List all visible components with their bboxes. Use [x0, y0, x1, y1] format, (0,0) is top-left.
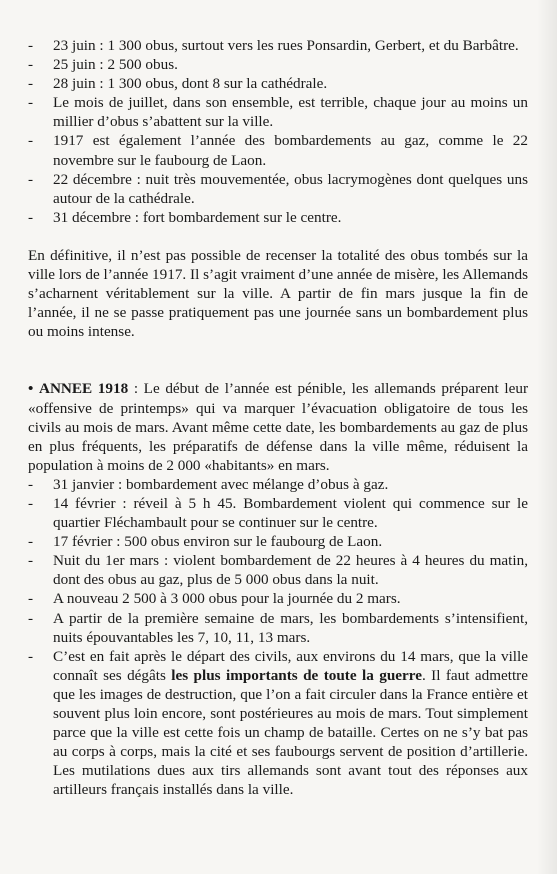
list-dash: - [28, 647, 34, 665]
list-item-text: A nouveau 2 500 à 3 000 obus pour la journée du 2 mars. [53, 590, 401, 608]
list-item-date: 23 juin [53, 37, 96, 54]
bombardment-list-1917 [28, 36, 528, 227]
list-item-text-part1: C’est en fait après le départ des civils, aux environs du 14 mars, que la ville connaît ses dégâts [53, 647, 528, 684]
list-item-text: : 2 500 obus. [95, 56, 178, 74]
list-item-text: Le mois de juillet, dans son ensemble, est terrible, chaque jour au moins un millier d’obus s’abattent sur la ville. [53, 94, 528, 131]
list-item-text: 14 février : réveil à 5 h 45. Bombardement violent qui commence sur le quartier Fléchambault pour se continuer sur le centre. [53, 494, 528, 532]
list-dash: - [28, 132, 34, 150]
list-item-text: A partir de la première semaine de mars, les bombardements s’intensifient, nuits épouvantables les 7, 10, 11, 13 mars. [53, 609, 528, 646]
section-1918-intro [28, 379, 528, 474]
list-item [28, 532, 528, 551]
list-item-text: Nuit du 1er mars : violent bombardement de 22 heures à 4 heures du matin, dont des obus au gaz, plus de 5 000 obus dans la nuit. [53, 552, 528, 589]
list-item [28, 589, 528, 608]
list-item [28, 74, 528, 93]
list-item-text: 31 janvier : bombardement avec mélange d’obus à gaz. [53, 475, 389, 493]
document-page [28, 36, 528, 799]
list-item [28, 93, 528, 131]
list-item [28, 170, 528, 208]
list-item-text: : 1 300 obus, dont 8 sur la cathédrale. [95, 75, 328, 93]
list-dash: - [28, 208, 34, 226]
spacer [28, 227, 528, 246]
section-heading: ANNEE 1918 [38, 380, 129, 398]
list-dash: - [28, 170, 34, 188]
section-text: : Le début de l’année est pénible, les allemands préparent leur «offensive de printemps» qui va marquer l’évacuation obligatoire de tous les civils au mois de mars. Avant même cette date, les bombardements au gaz de plus en plus fréquents, les préparatifs de défense dans la ville même, réduisent la population à moins de 2 000 «habitants» en mars. [28, 380, 528, 474]
list-dash: - [28, 533, 34, 551]
list-item [28, 36, 528, 55]
list-item-text: 17 février : 500 obus environ sur le faubourg de Laon. [53, 533, 383, 551]
list-item-date: 28 juin [53, 75, 96, 93]
list-item-date: 25 juin [53, 56, 96, 74]
list-item-text-part2: . Il faut admettre que les images de destruction, que l’on a fait circuler dans la France entière et souvent plus loin encore, sont postérieures au mois de mars. Tout simplement parce que la ville est cette fois un champ de bataille. Certes on ne s’y bat pas au corps à corps, mais la cité et ses faubourgs servent de position d’artillerie. Les mutilations dues aux tirs allemands sont avant tout des réponses aux artilleurs français installés dans la ville. [53, 666, 528, 799]
list-dash: - [28, 37, 34, 54]
list-item [28, 475, 528, 494]
list-dash: - [28, 94, 34, 112]
bombardment-list-1918 [28, 475, 528, 800]
list-item-text: 22 décembre : nuit très mouvementée, obus lacrymogènes dont quelques uns autour de la cathédrale. [53, 170, 528, 207]
list-dash: - [28, 75, 34, 93]
list-dash: - [28, 56, 34, 74]
list-item-text: 1917 est également l’année des bombardements au gaz, comme le 22 novembre sur le faubourg de Laon. [53, 132, 528, 169]
list-item [28, 131, 528, 169]
summary-paragraph-1917: En définitive, il n’est pas possible de recenser la totalité des obus tombés sur la ville lors de l’année 1917. Il s’agit vraiment d’une année de misère, les Allemands s’acharnent véritablement sur la ville. A partir de fin mars jusque la fin de l’année, il ne se passe pratiquement pas une journée sans un bombardement plus ou moins intense. [28, 246, 528, 341]
list-item [28, 494, 528, 532]
list-item-bold-text: les plus importants de toute la guerre [171, 666, 422, 684]
list-item [28, 647, 528, 800]
list-dash: - [28, 475, 34, 493]
list-dash: - [28, 552, 34, 570]
section-bullet: • [28, 380, 34, 398]
list-item [28, 208, 528, 227]
list-dash: - [28, 609, 34, 627]
list-item [28, 551, 528, 589]
list-item [28, 609, 528, 647]
page-edge-shadow [537, 0, 557, 874]
list-item-text: : 1 300 obus, surtout vers les rues Ponsardin, Gerbert, et du Barbâtre. [95, 37, 519, 54]
list-item [28, 55, 528, 74]
list-item-text: 31 décembre : fort bombardement sur le centre. [53, 208, 342, 226]
list-dash: - [28, 494, 34, 512]
spacer [28, 341, 528, 379]
list-dash: - [28, 590, 34, 608]
